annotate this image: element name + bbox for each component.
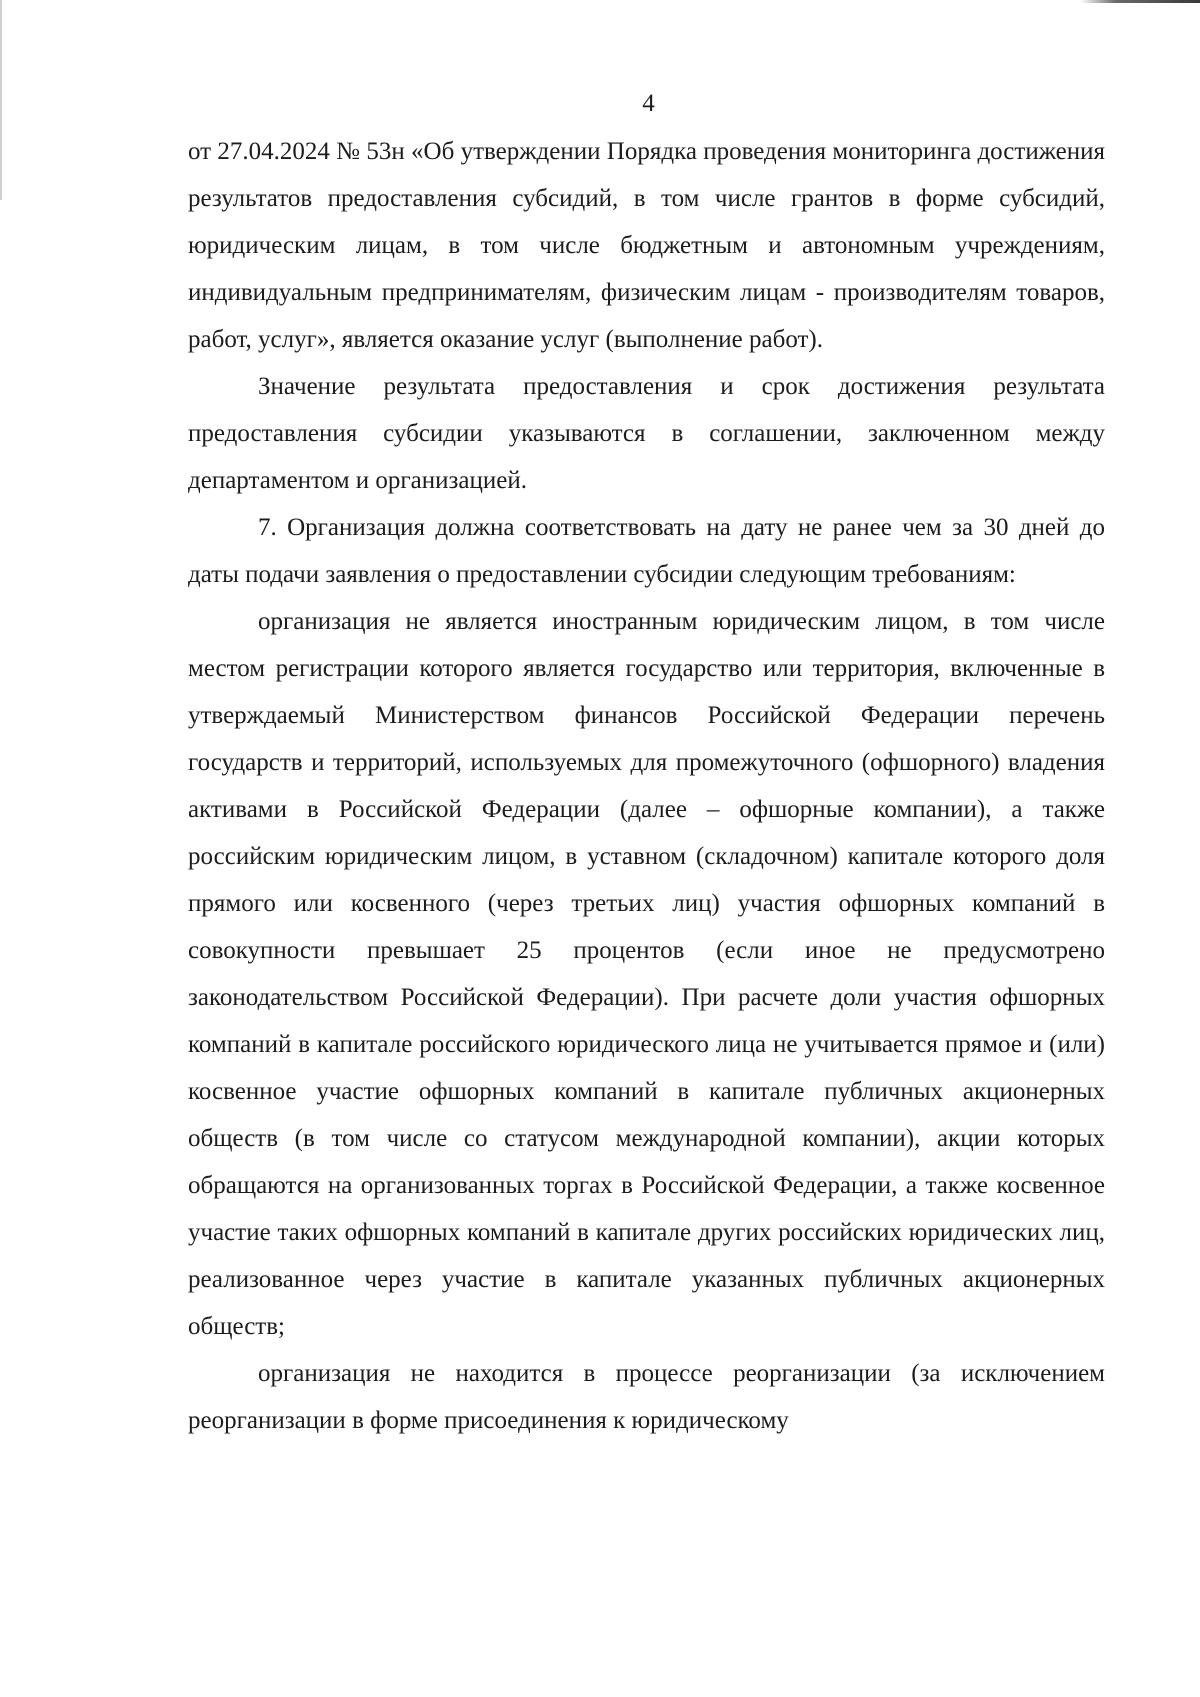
paragraph-result-value: Значение результата предоставления и срок достижения результата предоставления субсидии указываются в соглашении, заключенном между департаментом и организацией. bbox=[188, 373, 1105, 494]
paragraph-result-definition: от 27.04.2024 № 53н «Об утверждении Порядка проведения мониторинга достижения результатов предоставления субсидий, в том числе грантов в форме субсидий, юридическим лицам, в том числе бюджетным и автономным учреждениям, индивидуальным предпринимателям, физическим лицам - производителям товаров, работ, услуг», является оказание услуг (выполнение работ). bbox=[188, 138, 1105, 353]
paragraph-offshore-requirement: организация не является иностранным юридическим лицом, в том числе местом регистрации которого является государство или территория, включенные в утверждаемый Министерством финансов Российской Федерации перечень государств и территорий, используемых для промежуточного (офшорного) владения активами в Российской Федерации (далее – офшорные компании), а также российским юридическим лицом, в уставном (складочном) капитале которого доля прямого или косвенного (через третьих лиц) участия офшорных компаний в совокупности превышает 25 процентов (если иное не предусмотрено законодательством Российской Федерации). При расчете доли участия офшорных компаний в капитале российского юридического лица не учитывается прямое и (или) косвенное участие офшорных компаний в капитале публичных акционерных обществ (в том числе со статусом международной компании), акции которых обращаются на организованных торгах в Российской Федерации, а также косвенное участие таких офшорных компаний в капитале других российских юридических лиц, реализованное через участие в капитале указанных публичных акционерных обществ; bbox=[188, 608, 1105, 1340]
scan-edge-top bbox=[0, 0, 1200, 3]
paragraph-requirements-intro: 7. Организация должна соответствовать на дату не ранее чем за 30 дней до даты подачи заявления о предоставлении субсидии следующим требованиям: bbox=[188, 514, 1105, 588]
paragraph-reorganization-requirement: организация не находится в процессе реорганизации (за исключением реорганизации в форме присоединения к юридическому bbox=[188, 1360, 1105, 1434]
page-number: 4 bbox=[642, 90, 655, 117]
document-body bbox=[188, 128, 1105, 1444]
